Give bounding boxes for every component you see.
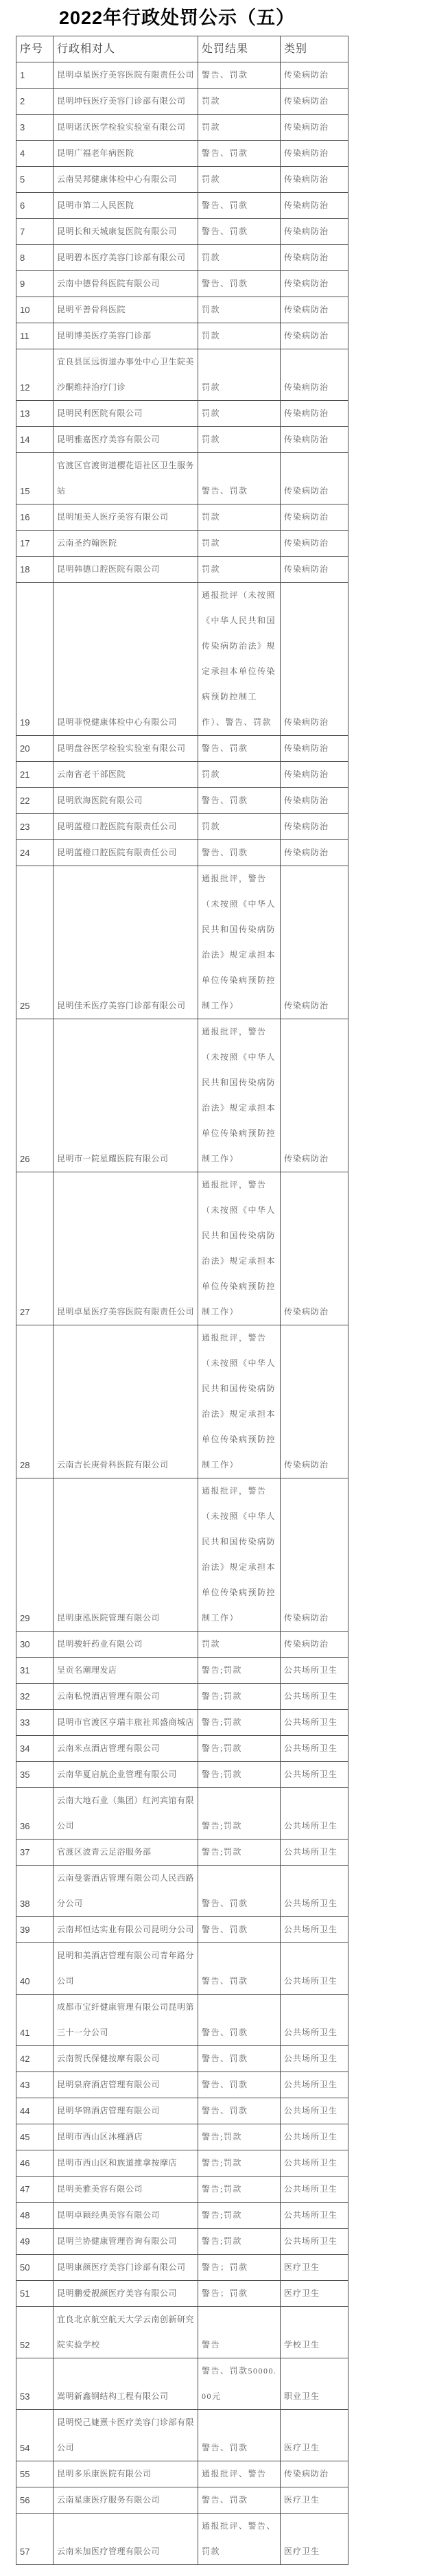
entity-name-cell: 昆明卓颖经典美容有限公司 bbox=[54, 2203, 198, 2229]
penalty-cell: 警告、罚款 bbox=[198, 1995, 281, 2046]
row-number-cell: 10 bbox=[16, 297, 54, 323]
table-row bbox=[16, 219, 348, 245]
penalty-cell: 通报批评，警告（未按照《中华人民共和国传染病防治法》规定承担本单位传染病预防控制工作） bbox=[198, 1019, 281, 1172]
penalty-cell: 罚款 bbox=[198, 323, 281, 349]
entity-name-cell: 昆明悦己婕熹卡医疗美容门诊部有限公司 bbox=[54, 2410, 198, 2461]
category-cell: 传染病防治 bbox=[281, 401, 348, 427]
penalty-cell: 警告、罚款 bbox=[198, 141, 281, 167]
row-number-cell: 21 bbox=[16, 762, 54, 788]
table-row bbox=[16, 245, 348, 271]
table-row bbox=[16, 531, 348, 557]
table-row bbox=[16, 271, 348, 297]
table-row bbox=[16, 2281, 348, 2307]
table-row bbox=[16, 2177, 348, 2203]
penalty-cell: 罚款 bbox=[198, 557, 281, 583]
category-cell: 医疗卫生 bbox=[281, 2281, 348, 2307]
entity-name-cell: 昆明市一院星耀医院有限公司 bbox=[54, 1019, 198, 1172]
table-header bbox=[16, 36, 348, 62]
penalty-cell: 通报批评，警告（未按照《中华人民共和国传染病防治法》规定承担本单位传染病预防控制工作） bbox=[198, 1172, 281, 1325]
table-row bbox=[16, 788, 348, 814]
row-number-cell: 29 bbox=[16, 1478, 54, 1632]
table-row bbox=[16, 453, 348, 504]
penalty-cell: 警告、罚款 bbox=[198, 271, 281, 297]
table-row bbox=[16, 323, 348, 349]
category-cell: 公共场所卫生 bbox=[281, 2150, 348, 2177]
entity-name-cell: 昆明平善骨科医院 bbox=[54, 297, 198, 323]
table-row bbox=[16, 1658, 348, 1684]
table-row bbox=[16, 557, 348, 583]
entity-name-cell: 昆明泉府酒店管理有限公司 bbox=[54, 2072, 198, 2098]
category-cell: 公共场所卫生 bbox=[281, 2046, 348, 2072]
entity-name-cell: 宜良北京航空航天大学云南创新研究院实验学校 bbox=[54, 2307, 198, 2358]
penalty-cell: 通报批评，警告（未按照《中华人民共和国传染病防治法》规定承担本单位传染病预防控制工作） bbox=[198, 1325, 281, 1478]
row-number-cell: 26 bbox=[16, 1019, 54, 1172]
penalty-cell: 警告、罚款 bbox=[198, 2098, 281, 2124]
penalty-cell: 警告；罚款 bbox=[198, 2281, 281, 2307]
entity-name-cell: 昆明和美酒店管理有限公司青年路分公司 bbox=[54, 1943, 198, 1995]
entity-name-cell: 昆明旭美人医疗美容有限公司 bbox=[54, 504, 198, 531]
row-number-cell: 17 bbox=[16, 531, 54, 557]
row-number-cell: 35 bbox=[16, 1762, 54, 1788]
row-number-cell: 51 bbox=[16, 2281, 54, 2307]
category-cell: 公共场所卫生 bbox=[281, 1788, 348, 1840]
row-number-cell: 46 bbox=[16, 2150, 54, 2177]
category-cell: 学校卫生 bbox=[281, 2307, 348, 2358]
row-number-cell: 5 bbox=[16, 167, 54, 193]
table-row bbox=[16, 736, 348, 762]
penalty-cell: 警告;罚款 bbox=[198, 1788, 281, 1840]
entity-name-cell: 云南曼銮酒店管理有限公司人民西路分公司 bbox=[54, 1866, 198, 1917]
entity-name-cell: 昆明市第二人民医院 bbox=[54, 193, 198, 219]
row-number-cell: 13 bbox=[16, 401, 54, 427]
category-cell: 公共场所卫生 bbox=[281, 1995, 348, 2046]
penalty-cell: 警告、罚款 bbox=[198, 2410, 281, 2461]
row-number-cell: 40 bbox=[16, 1943, 54, 1995]
category-cell: 传染病防治 bbox=[281, 245, 348, 271]
penalty-cell: 警告、罚款 bbox=[198, 2046, 281, 2072]
penalty-cell: 警告、罚款 bbox=[198, 2072, 281, 2098]
category-cell: 传染病防治 bbox=[281, 141, 348, 167]
penalty-cell: 罚款 bbox=[198, 427, 281, 453]
category-cell: 传染病防治 bbox=[281, 167, 348, 193]
entity-name-cell: 昆明长和天城康复医院有限公司 bbox=[54, 219, 198, 245]
row-number-cell: 32 bbox=[16, 1684, 54, 1710]
category-cell: 传染病防治 bbox=[281, 531, 348, 557]
row-number-cell: 45 bbox=[16, 2124, 54, 2150]
category-cell: 公共场所卫生 bbox=[281, 1917, 348, 1943]
table-row bbox=[16, 141, 348, 167]
table-row bbox=[16, 1710, 348, 1736]
entity-name-cell: 昆明卓星医疗美容医院有限责任公司 bbox=[54, 62, 198, 89]
table-row bbox=[16, 504, 348, 531]
entity-name-cell: 官渡区官渡街道樱花语社区卫生服务站 bbox=[54, 453, 198, 504]
entity-name-cell: 云南吉长庚骨科医院有限公司 bbox=[54, 1325, 198, 1478]
penalty-cell: 警告;罚款 bbox=[198, 2124, 281, 2150]
entity-name-cell: 昆明广福老年病医院 bbox=[54, 141, 198, 167]
row-number-cell: 6 bbox=[16, 193, 54, 219]
row-number-cell: 18 bbox=[16, 557, 54, 583]
penalty-cell: 警告、罚款 bbox=[198, 840, 281, 866]
row-number-cell: 28 bbox=[16, 1325, 54, 1478]
category-cell: 公共场所卫生 bbox=[281, 1684, 348, 1710]
table-row bbox=[16, 814, 348, 840]
penalty-cell: 警告;罚款 bbox=[198, 1840, 281, 1866]
category-cell: 传染病防治 bbox=[281, 736, 348, 762]
entity-name-cell: 云南昊邦健康体检中心有限公司 bbox=[54, 167, 198, 193]
table-row bbox=[16, 1840, 348, 1866]
penalty-cell: 警告;罚款 bbox=[198, 1710, 281, 1736]
penalty-cell: 警告;罚款 bbox=[198, 2229, 281, 2255]
penalty-cell: 罚款 bbox=[198, 1632, 281, 1658]
penalty-cell: 罚款 bbox=[198, 349, 281, 401]
row-number-cell: 25 bbox=[16, 866, 54, 1019]
category-cell: 传染病防治 bbox=[281, 427, 348, 453]
entity-name-cell: 昆明碧本医疗美容门诊部有限公司 bbox=[54, 245, 198, 271]
row-number-cell: 33 bbox=[16, 1710, 54, 1736]
row-number-cell: 37 bbox=[16, 1840, 54, 1866]
entity-name-cell: 昆明美雅美容有限公司 bbox=[54, 2177, 198, 2203]
penalty-cell: 罚款 bbox=[198, 401, 281, 427]
table-row bbox=[16, 2150, 348, 2177]
entity-name-cell: 昆明欣海医院有限公司 bbox=[54, 788, 198, 814]
category-cell: 公共场所卫生 bbox=[281, 2072, 348, 2098]
penalty-cell: 警告、罚款 bbox=[198, 219, 281, 245]
entity-name-cell: 呈贡名潮理发店 bbox=[54, 1658, 198, 1684]
table-row bbox=[16, 62, 348, 89]
table-body bbox=[16, 62, 348, 2565]
entity-name-cell: 昆明卓星医疗美容医院有限责任公司 bbox=[54, 1172, 198, 1325]
entity-name-cell: 昆明兰协健康管理咨询有限公司 bbox=[54, 2229, 198, 2255]
category-cell: 传染病防治 bbox=[281, 297, 348, 323]
penalty-cell: 警告;罚款 bbox=[198, 1658, 281, 1684]
entity-name-cell: 昆明雅嘉医疗美容有限公司 bbox=[54, 427, 198, 453]
row-number-cell: 14 bbox=[16, 427, 54, 453]
entity-name-cell: 云南星康医疗服务有限公司 bbox=[54, 2487, 198, 2514]
category-cell: 传染病防治 bbox=[281, 557, 348, 583]
row-number-cell: 11 bbox=[16, 323, 54, 349]
penalty-cell: 罚款 bbox=[198, 531, 281, 557]
penalty-cell: 警告;罚款 bbox=[198, 2177, 281, 2203]
penalty-cell: 警告;罚款 bbox=[198, 1736, 281, 1762]
entity-name-cell: 昆明康颜医疗美容门诊部有限公司 bbox=[54, 2255, 198, 2281]
entity-name-cell: 云南省老干部医院 bbox=[54, 762, 198, 788]
row-number-cell: 55 bbox=[16, 2461, 54, 2487]
table-row bbox=[16, 2229, 348, 2255]
entity-name-cell: 昆明诺沃医学检验实验室有限公司 bbox=[54, 115, 198, 141]
table-row bbox=[16, 1172, 348, 1325]
table-row bbox=[16, 1736, 348, 1762]
category-cell: 传染病防治 bbox=[281, 1632, 348, 1658]
page-title: 2022年行政处罚公示（五） bbox=[58, 8, 296, 28]
row-number-cell: 56 bbox=[16, 2487, 54, 2514]
category-cell: 公共场所卫生 bbox=[281, 1762, 348, 1788]
entity-name-cell: 昆明华锦酒店管理有限公司 bbox=[54, 2098, 198, 2124]
category-cell: 医疗卫生 bbox=[281, 2410, 348, 2461]
category-cell: 公共场所卫生 bbox=[281, 1943, 348, 1995]
table-row bbox=[16, 2203, 348, 2229]
penalty-cell: 通报批评、警告、罚款 bbox=[198, 2514, 281, 2565]
category-cell: 医疗卫生 bbox=[281, 2514, 348, 2565]
penalty-cell: 罚款 bbox=[198, 115, 281, 141]
category-cell: 传染病防治 bbox=[281, 1478, 348, 1632]
table-row bbox=[16, 1762, 348, 1788]
header-penalty-result: 处罚结果 bbox=[198, 36, 281, 62]
penalty-cell: 通报批评、警告 bbox=[198, 2461, 281, 2487]
row-number-cell: 15 bbox=[16, 453, 54, 504]
header-row bbox=[16, 36, 348, 62]
entity-name-cell: 成都市宝纤健康管理有限公司昆明第三十一分公司 bbox=[54, 1995, 198, 2046]
category-cell: 传染病防治 bbox=[281, 323, 348, 349]
category-cell: 医疗卫生 bbox=[281, 2487, 348, 2514]
row-number-cell: 57 bbox=[16, 2514, 54, 2565]
table-row bbox=[16, 1943, 348, 1995]
entity-name-cell: 云南中德骨科医院有限公司 bbox=[54, 271, 198, 297]
penalty-cell: 警告;罚款 bbox=[198, 2203, 281, 2229]
entity-name-cell: 昆明佳禾医疗美容门诊部有限公司 bbox=[54, 866, 198, 1019]
entity-name-cell: 昆明多乐康医院有限公司 bbox=[54, 2461, 198, 2487]
entity-name-cell: 云南私悦酒店管理有限公司 bbox=[54, 1684, 198, 1710]
penalty-cell: 罚款 bbox=[198, 245, 281, 271]
row-number-cell: 34 bbox=[16, 1736, 54, 1762]
penalty-cell: 罚款 bbox=[198, 89, 281, 115]
table-row bbox=[16, 2255, 348, 2281]
row-number-cell: 1 bbox=[16, 62, 54, 89]
penalty-cell: 警告、罚款 bbox=[198, 1866, 281, 1917]
table-row bbox=[16, 193, 348, 219]
table-row bbox=[16, 866, 348, 1019]
category-cell: 公共场所卫生 bbox=[281, 1658, 348, 1684]
category-cell: 公共场所卫生 bbox=[281, 2098, 348, 2124]
penalty-cell: 警告、罚款 bbox=[198, 736, 281, 762]
category-cell: 传染病防治 bbox=[281, 814, 348, 840]
row-number-cell: 8 bbox=[16, 245, 54, 271]
category-cell: 传染病防治 bbox=[281, 62, 348, 89]
category-cell: 公共场所卫生 bbox=[281, 1736, 348, 1762]
category-cell: 传染病防治 bbox=[281, 1019, 348, 1172]
penalty-table bbox=[16, 36, 348, 2565]
category-cell: 传染病防治 bbox=[281, 453, 348, 504]
header-serial-number: 序号 bbox=[16, 36, 54, 62]
penalty-cell: 通报批评，警告（未按照《中华人民共和国传染病防治法》规定承担本单位传染病预防控制工作） bbox=[198, 866, 281, 1019]
penalty-cell: 警告 bbox=[198, 2307, 281, 2358]
table-row bbox=[16, 115, 348, 141]
entity-name-cell: 嵩明新鑫钢结构工程有限公司 bbox=[54, 2358, 198, 2410]
entity-name-cell: 云南圣约翰医院 bbox=[54, 531, 198, 557]
row-number-cell: 44 bbox=[16, 2098, 54, 2124]
row-number-cell: 50 bbox=[16, 2255, 54, 2281]
row-number-cell: 16 bbox=[16, 504, 54, 531]
entity-name-cell: 云南华夏启航企业管理有限公司 bbox=[54, 1762, 198, 1788]
category-cell: 公共场所卫生 bbox=[281, 1840, 348, 1866]
table-row bbox=[16, 1019, 348, 1172]
entity-name-cell: 昆明蓝橙口腔医院有限责任公司 bbox=[54, 840, 198, 866]
penalty-cell: 通报批评（未按照《中华人民共和国传染病防治法》规定承担本单位传染病预防控制工作）、警告、罚款 bbox=[198, 583, 281, 736]
entity-name-cell: 昆明盘谷医学检验实验室有限公司 bbox=[54, 736, 198, 762]
category-cell: 公共场所卫生 bbox=[281, 2124, 348, 2150]
table-row bbox=[16, 2098, 348, 2124]
entity-name-cell: 昆明市官渡区亨瑞丰旅社邦盛商城店 bbox=[54, 1710, 198, 1736]
row-number-cell: 48 bbox=[16, 2203, 54, 2229]
row-number-cell: 9 bbox=[16, 271, 54, 297]
category-cell: 传染病防治 bbox=[281, 271, 348, 297]
category-cell: 传染病防治 bbox=[281, 219, 348, 245]
bottom-margin bbox=[0, 2565, 426, 2576]
table-row bbox=[16, 2124, 348, 2150]
penalty-cell: 警告、罚款50000.00元 bbox=[198, 2358, 281, 2410]
table-row bbox=[16, 349, 348, 401]
row-number-cell: 20 bbox=[16, 736, 54, 762]
category-cell: 公共场所卫生 bbox=[281, 1866, 348, 1917]
penalty-cell: 罚款 bbox=[198, 297, 281, 323]
row-number-cell: 7 bbox=[16, 219, 54, 245]
table-row bbox=[16, 2514, 348, 2565]
category-cell: 传染病防治 bbox=[281, 762, 348, 788]
table-row bbox=[16, 840, 348, 866]
category-cell: 传染病防治 bbox=[281, 840, 348, 866]
row-number-cell: 31 bbox=[16, 1658, 54, 1684]
table-row bbox=[16, 762, 348, 788]
row-number-cell: 43 bbox=[16, 2072, 54, 2098]
penalty-cell: 警告、罚款 bbox=[198, 193, 281, 219]
table-row bbox=[16, 1325, 348, 1478]
entity-name-cell: 昆明民利医院有限公司 bbox=[54, 401, 198, 427]
table-row bbox=[16, 89, 348, 115]
category-cell: 职业卫生 bbox=[281, 2358, 348, 2410]
penalty-cell: 警告;罚款 bbox=[198, 1762, 281, 1788]
header-entity-name: 行政相对人 bbox=[54, 36, 198, 62]
entity-name-cell: 云南米加医疗管理有限公司 bbox=[54, 2514, 198, 2565]
row-number-cell: 54 bbox=[16, 2410, 54, 2461]
table-row bbox=[16, 1632, 348, 1658]
entity-name-cell: 官渡区波青云足浴服务部 bbox=[54, 1840, 198, 1866]
category-cell: 公共场所卫生 bbox=[281, 2229, 348, 2255]
row-number-cell: 49 bbox=[16, 2229, 54, 2255]
table-row bbox=[16, 1478, 348, 1632]
table-row bbox=[16, 2358, 348, 2410]
entity-name-cell: 云南米点酒店管理有限公司 bbox=[54, 1736, 198, 1762]
category-cell: 传染病防治 bbox=[281, 89, 348, 115]
penalty-cell: 警告;罚款 bbox=[198, 1684, 281, 1710]
category-cell: 传染病防治 bbox=[281, 193, 348, 219]
table-row bbox=[16, 1917, 348, 1943]
penalty-cell: 罚款 bbox=[198, 814, 281, 840]
penalty-cell: 警告、罚款 bbox=[198, 62, 281, 89]
row-number-cell: 52 bbox=[16, 2307, 54, 2358]
table-row bbox=[16, 2307, 348, 2358]
entity-name-cell: 云南邦恒达实业有限公司昆明分公司 bbox=[54, 1917, 198, 1943]
table-row bbox=[16, 2461, 348, 2487]
row-number-cell: 23 bbox=[16, 814, 54, 840]
row-number-cell: 27 bbox=[16, 1172, 54, 1325]
row-number-cell: 53 bbox=[16, 2358, 54, 2410]
category-cell: 传染病防治 bbox=[281, 349, 348, 401]
table-row bbox=[16, 167, 348, 193]
entity-name-cell: 宜良县匡远街道办事处中心卫生院美沙酮维持治疗门诊 bbox=[54, 349, 198, 401]
entity-name-cell: 昆明鹏爱靓颜医疗美容有限公司 bbox=[54, 2281, 198, 2307]
row-number-cell: 30 bbox=[16, 1632, 54, 1658]
penalty-cell: 通报批评，警告（未按照《中华人民共和国传染病防治法》规定承担本单位传染病预防控制工作） bbox=[198, 1478, 281, 1632]
row-number-cell: 42 bbox=[16, 2046, 54, 2072]
category-cell: 公共场所卫生 bbox=[281, 2203, 348, 2229]
header-category: 类别 bbox=[281, 36, 348, 62]
row-number-cell: 2 bbox=[16, 89, 54, 115]
row-number-cell: 41 bbox=[16, 1995, 54, 2046]
entity-name-cell: 昆明骏轩药业有限公司 bbox=[54, 1632, 198, 1658]
penalty-cell: 警告、罚款 bbox=[198, 453, 281, 504]
table-row bbox=[16, 1684, 348, 1710]
penalty-cell: 警告、罚款 bbox=[198, 788, 281, 814]
table-row bbox=[16, 1866, 348, 1917]
table-row bbox=[16, 2487, 348, 2514]
table-row bbox=[16, 427, 348, 453]
category-cell: 传染病防治 bbox=[281, 1172, 348, 1325]
entity-name-cell: 昆明市西山区沐槿酒店 bbox=[54, 2124, 198, 2150]
category-cell: 传染病防治 bbox=[281, 504, 348, 531]
category-cell: 公共场所卫生 bbox=[281, 2177, 348, 2203]
entity-name-cell: 云南大地石业（集团）红河宾馆有限公司 bbox=[54, 1788, 198, 1840]
penalty-cell: 警告;罚款 bbox=[198, 2150, 281, 2177]
row-number-cell: 36 bbox=[16, 1788, 54, 1840]
table-row bbox=[16, 583, 348, 736]
penalty-cell: 罚款 bbox=[198, 167, 281, 193]
row-number-cell: 12 bbox=[16, 349, 54, 401]
table-row bbox=[16, 1788, 348, 1840]
entity-name-cell: 云南贺氏保健按摩有限公司 bbox=[54, 2046, 198, 2072]
penalty-cell: 警告、罚款 bbox=[198, 1943, 281, 1995]
entity-name-cell: 昆明蓝橙口腔医院有限责任公司 bbox=[54, 814, 198, 840]
entity-name-cell: 昆明博美医疗美容门诊部 bbox=[54, 323, 198, 349]
entity-name-cell: 昆明市西山区和族道推拿按摩店 bbox=[54, 2150, 198, 2177]
row-number-cell: 38 bbox=[16, 1866, 54, 1917]
row-number-cell: 39 bbox=[16, 1917, 54, 1943]
entity-name-cell: 昆明韩德口腔医院有限公司 bbox=[54, 557, 198, 583]
penalty-cell: 警告、罚款 bbox=[198, 1917, 281, 1943]
category-cell: 传染病防治 bbox=[281, 788, 348, 814]
table-row bbox=[16, 401, 348, 427]
table-row bbox=[16, 2046, 348, 2072]
category-cell: 传染病防治 bbox=[281, 115, 348, 141]
category-cell: 传染病防治 bbox=[281, 2461, 348, 2487]
penalty-cell: 罚款 bbox=[198, 762, 281, 788]
row-number-cell: 4 bbox=[16, 141, 54, 167]
category-cell: 公共场所卫生 bbox=[281, 1710, 348, 1736]
entity-name-cell: 昆明康泓医院管理有限公司 bbox=[54, 1478, 198, 1632]
penalty-cell: 警告、罚款 bbox=[198, 2487, 281, 2514]
category-cell: 传染病防治 bbox=[281, 866, 348, 1019]
table-row bbox=[16, 297, 348, 323]
table-row bbox=[16, 1995, 348, 2046]
row-number-cell: 22 bbox=[16, 788, 54, 814]
table-row bbox=[16, 2072, 348, 2098]
penalty-cell: 罚款 bbox=[198, 504, 281, 531]
table-row bbox=[16, 2410, 348, 2461]
row-number-cell: 47 bbox=[16, 2177, 54, 2203]
penalty-cell: 警告；罚款 bbox=[198, 2255, 281, 2281]
category-cell: 传染病防治 bbox=[281, 583, 348, 736]
entity-name-cell: 昆明坤钰医疗美容门诊部有限公司 bbox=[54, 89, 198, 115]
category-cell: 医疗卫生 bbox=[281, 2255, 348, 2281]
row-number-cell: 3 bbox=[16, 115, 54, 141]
row-number-cell: 19 bbox=[16, 583, 54, 736]
entity-name-cell: 昆明菲悦健康体检中心有限公司 bbox=[54, 583, 198, 736]
row-number-cell: 24 bbox=[16, 840, 54, 866]
category-cell: 传染病防治 bbox=[281, 1325, 348, 1478]
